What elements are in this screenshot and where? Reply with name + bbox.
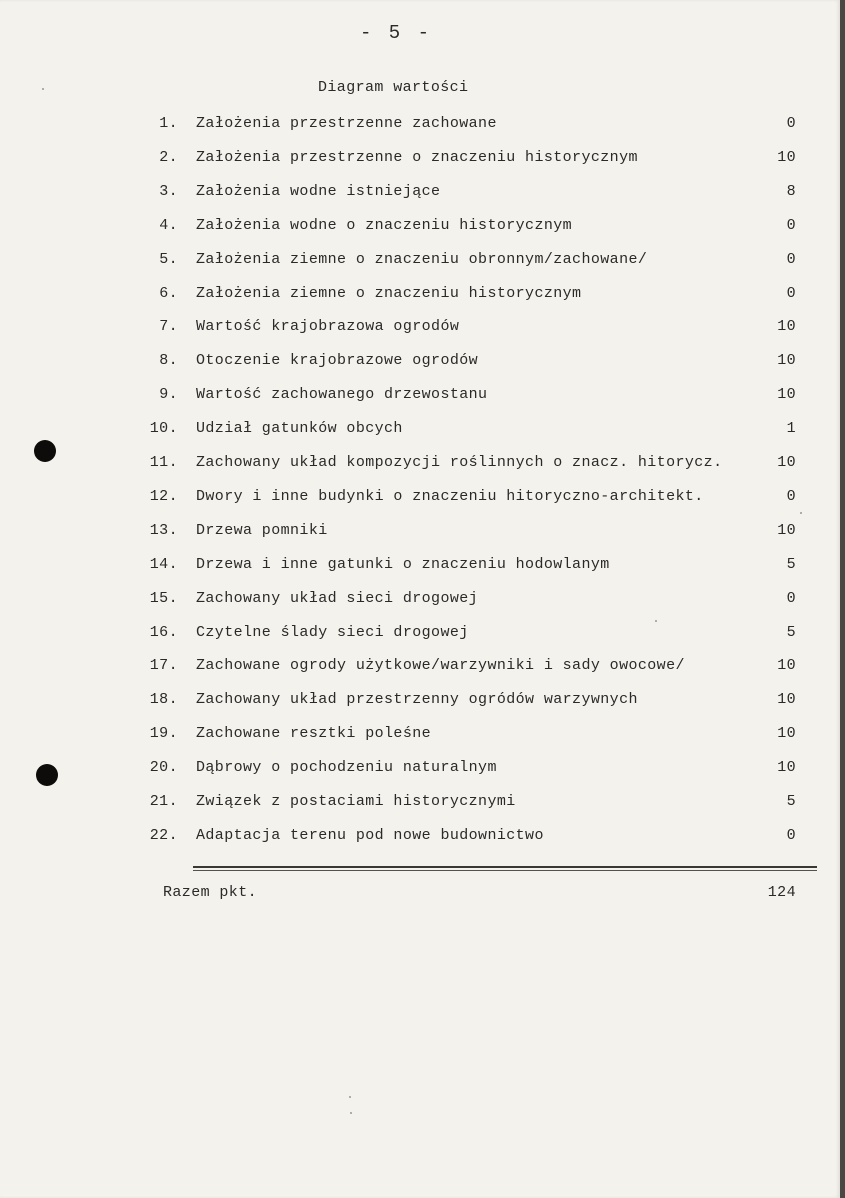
item-number: 14. [149,556,178,573]
total-label: Razem pkt. [163,884,258,901]
item-text: Związek z postaciami historycznymi [196,793,516,810]
item-number: 9. [159,386,178,403]
paper-speck [800,512,802,514]
item-number: 17. [149,657,178,674]
list-item [0,149,840,169]
item-value: 10 [777,386,796,403]
item-value: 0 [786,590,796,607]
item-text: Założenia ziemne o znaczeniu historycznym [196,285,582,302]
item-number: 3. [159,183,178,200]
item-text: Udział gatunków obcych [196,420,403,437]
item-text: Założenia przestrzenne o znaczeniu historycznym [196,149,638,166]
item-value: 10 [777,759,796,776]
separator-line [193,866,817,868]
item-number: 7. [159,318,178,335]
item-value: 0 [786,285,796,302]
list-item [0,251,840,271]
paper-speck [349,1096,351,1098]
page-number: - 5 - [360,22,433,44]
list-item [0,624,840,644]
item-value: 10 [777,352,796,369]
item-value: 0 [786,251,796,268]
item-text: Dąbrowy o pochodzeniu naturalnym [196,759,497,776]
item-value: 0 [786,827,796,844]
separator-line-lower [193,870,817,871]
list-item [0,318,840,338]
item-text: Zachowane ogrody użytkowe/warzywniki i sady owocowe/ [196,657,685,674]
item-value: 10 [777,657,796,674]
item-number: 20. [149,759,178,776]
list-item [0,759,840,779]
item-number: 5. [159,251,178,268]
item-value: 10 [777,454,796,471]
list-item [0,793,840,813]
list-item [0,183,840,203]
list-item [0,488,840,508]
item-text: Zachowany układ kompozycji roślinnych o znacz. hitorycz. [196,454,723,471]
item-text: Wartość zachowanego drzewostanu [196,386,488,403]
list-item [0,386,840,406]
total-value: 124 [767,884,796,901]
item-text: Drzewa pomniki [196,522,328,539]
item-text: Drzewa i inne gatunki o znaczeniu hodowlanym [196,556,610,573]
list-item [0,217,840,237]
paper-speck [350,1112,352,1114]
item-text: Otoczenie krajobrazowe ogrodów [196,352,479,369]
item-number: 4. [159,217,178,234]
punch-hole-lower [36,764,58,786]
item-number: 15. [149,590,178,607]
item-number: 8. [159,352,178,369]
list-item [0,827,840,847]
item-number: 12. [149,488,178,505]
item-number: 10. [149,420,178,437]
item-number: 6. [159,285,178,302]
item-number: 1. [159,115,178,132]
item-number: 19. [149,725,178,742]
paper-speck [655,620,657,622]
list-item [0,352,840,372]
item-text: Założenia przestrzenne zachowane [196,115,497,132]
item-number: 22. [149,827,178,844]
item-text: Zachowany układ sieci drogowej [196,590,479,607]
item-text: Wartość krajobrazowa ogrodów [196,318,460,335]
list-item [0,115,840,135]
list-item [0,454,840,474]
list-item [0,285,840,305]
list-item [0,590,840,610]
item-value: 10 [777,691,796,708]
item-value: 0 [786,217,796,234]
item-value: 10 [777,318,796,335]
item-number: 16. [149,624,178,641]
item-text: Dwory i inne budynki o znaczeniu hitoryczno-architekt. [196,488,704,505]
item-number: 11. [149,454,178,471]
list-item [0,522,840,542]
item-text: Zachowane resztki poleśne [196,725,432,742]
list-item [0,725,840,745]
item-number: 21. [149,793,178,810]
item-value: 5 [786,793,796,810]
item-value: 10 [777,149,796,166]
item-value: 1 [786,420,796,437]
list-item [0,691,840,711]
punch-hole-upper [34,440,56,462]
item-value: 10 [777,725,796,742]
item-text: Czytelne ślady sieci drogowej [196,624,469,641]
item-value: 5 [786,624,796,641]
list-item [0,657,840,677]
item-text: Adaptacja terenu pod nowe budownictwo [196,827,544,844]
list-item [0,420,840,440]
item-value: 0 [786,488,796,505]
item-value: 10 [777,522,796,539]
item-value: 0 [786,115,796,132]
list-item [0,556,840,576]
paper-speck [42,88,44,90]
item-text: Zachowany układ przestrzenny ogródów warzywnych [196,691,638,708]
item-value: 8 [786,183,796,200]
item-number: 18. [149,691,178,708]
page-title: Diagram wartości [318,79,469,96]
item-value: 5 [786,556,796,573]
item-text: Założenia ziemne o znaczeniu obronnym/zachowane/ [196,251,648,268]
item-number: 13. [149,522,178,539]
item-number: 2. [159,149,178,166]
item-text: Założenia wodne istniejące [196,183,441,200]
item-text: Założenia wodne o znaczeniu historycznym [196,217,573,234]
